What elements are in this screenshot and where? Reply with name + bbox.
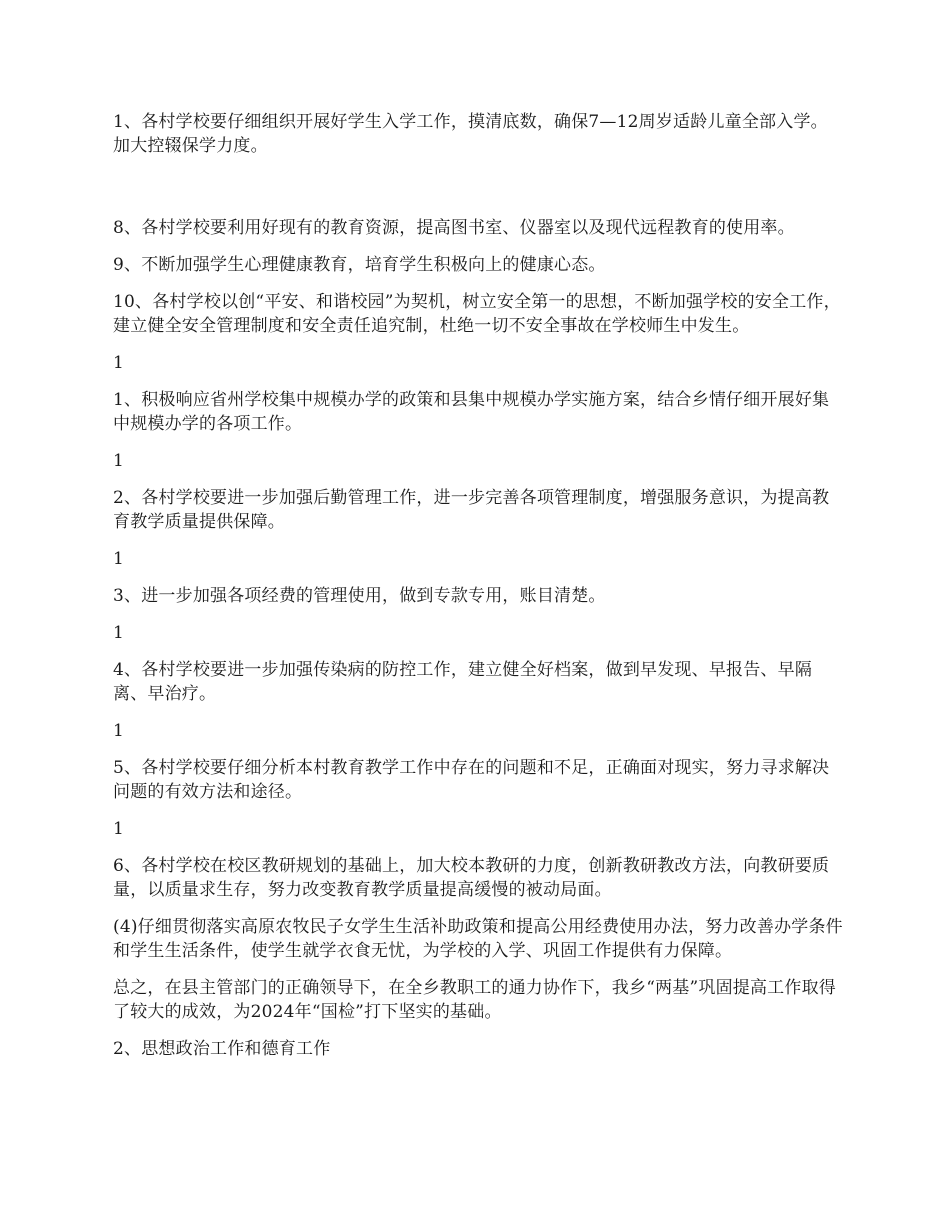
paragraph-marker: 1: [113, 451, 125, 471]
paragraph-funding: 3、进一步加强各项经费的管理使用，做到专款专用，账目清楚。: [113, 586, 606, 606]
document-body: [113, 110, 843, 1074]
paragraph-marker: 1: [113, 819, 125, 839]
paragraph-resources: 8、各村学校要利用好现有的教育资源，提高图书室、仪器室以及现代远程教育的使用率。: [113, 218, 795, 238]
paragraph-logistics: 2、各村学校要进一步加强后勤管理工作，进一步完善各项管理制度，增强服务意识，为提高教育教学质量提供保障。: [113, 488, 830, 532]
paragraph-mental-health: 9、不断加强学生心理健康教育，培育学生积极向上的健康心态。: [113, 255, 606, 275]
paragraph-marker: 1: [113, 721, 125, 741]
paragraph-enrollment: 1、各村学校要仔细组织开展好学生入学工作，摸清底数，确保7—12周岁适龄儿童全部入学。加大控辍保学力度。: [113, 112, 828, 156]
paragraph-marker: 1: [113, 623, 125, 643]
paragraph-subsidy-policy: (4)仔细贯彻落实高原农牧民子女学生生活补助政策和提高公用经费使用办法，努力改善办学条件和学生生活条件，使学生就学衣食无忧，为学校的入学、巩固工作提供有力保障。: [113, 917, 843, 961]
paragraph-centralized-schooling: 1、积极响应省州学校集中规模办学的政策和县集中规模办学实施方案，结合乡情仔细开展好集中规模办学的各项工作。: [113, 390, 830, 434]
paragraph-problem-analysis: 5、各村学校要仔细分析本村教育教学工作中存在的问题和不足，正确面对现实，努力寻求解决问题的有效方法和途径。: [113, 758, 830, 802]
paragraph-marker: 1: [113, 353, 125, 373]
paragraph-summary: 总之，在县主管部门的正确领导下，在全乡教职工的通力协作下，我乡“两基”巩固提高工作取得了较大的成效，为2024年“国检”打下坚实的基础。: [113, 978, 836, 1022]
paragraph-marker: 1: [113, 549, 125, 569]
section-heading: 2、思想政治工作和德育工作: [113, 1039, 331, 1059]
paragraph-disease-control: 4、各村学校要进一步加强传染病的防控工作，建立健全好档案，做到早发现、早报告、早隔离、早治疗。: [113, 660, 813, 704]
paragraph-teaching-research: 6、各村学校在校区教研规划的基础上，加大校本教研的力度，创新教研教改方法，向教研要质量，以质量求生存，努力改变教育教学质量提高缓慢的被动局面。: [113, 856, 830, 900]
paragraph-safety: 10、各村学校以创“平安、和谐校园”为契机，树立安全第一的思想，不断加强学校的安全工作，建立健全安全管理制度和安全责任追究制，杜绝一切不安全事故在学校师生中发生。: [113, 292, 841, 336]
